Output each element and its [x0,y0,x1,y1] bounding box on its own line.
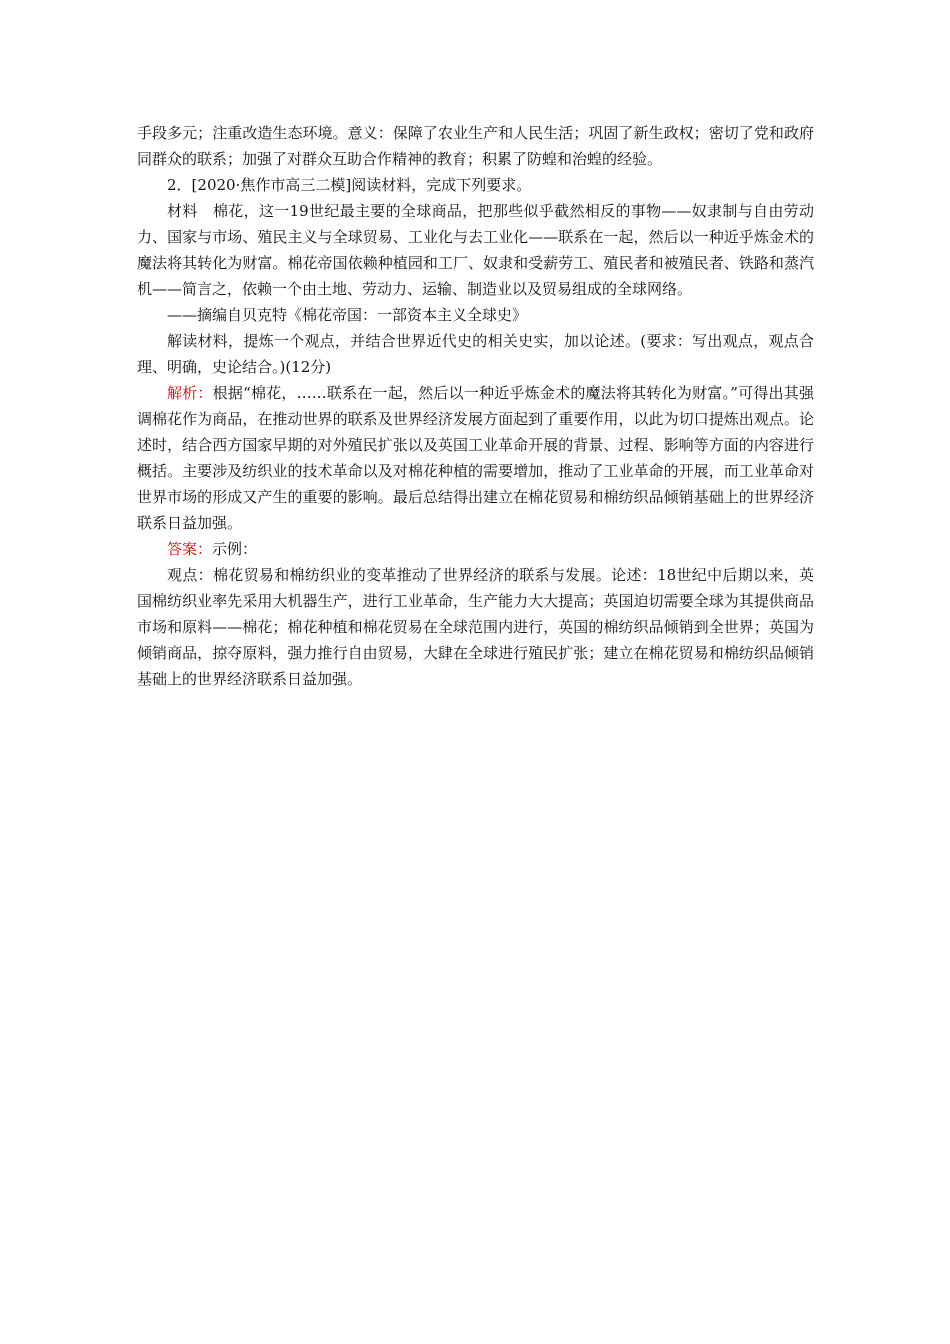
material-text: 棉花，这一19世纪最主要的全球商品，把那些似乎截然相反的事物——奴隶制与自由劳动力、国家与市场、殖民主义与全球贸易、工业化与去工业化——联系在一起，然后以一种近乎炼金术的魔法将其转化为财富。棉花帝国依赖种植园和工厂、奴隶和受薪劳工、殖民者和被殖民者、铁路和蒸汽机——简言之，依赖一个由土地、劳动力、运输、制造业以及贸易组成的全球网络。 [137,202,814,298]
material-label: 材料 [167,202,198,220]
material-paragraph [137,198,814,302]
analysis-label: 解析： [167,384,213,402]
material-source: ——摘编自贝克特《棉花帝国：一部资本主义全球史》 [167,306,528,324]
answer-intro: 示例： [212,540,258,558]
answer-label: 答案： [167,540,213,558]
analysis-paragraph [137,380,814,536]
analysis-text: 根据“棉花，……联系在一起，然后以一种近乎炼金术的魔法将其转化为财富。”可得出其强调棉花作为商品，在推动世界的联系及世界经济发展方面起到了重要作用，以此为切口提炼出观点。论述时，结合西方国家早期的对外殖民扩张以及英国工业革命开展的背景、过程、影响等方面的内容进行概括。主要涉及纺织业的技术革命以及对棉花种植的需要增加，推动了工业革命的开展，而工业革命对世界市场的形成又产生的重要的影响。最后总结得出建立在棉花贸易和棉纺织品倾销基础上的世界经济联系日益加强。 [137,384,814,532]
answer-body: 观点：棉花贸易和棉纺织业的变革推动了世界经济的联系与发展。论述：18世纪中后期以来，英国棉纺织业率先采用大机器生产，进行工业革命，生产能力大大提高；英国迫切需要全球为其提供商品市场和原料——棉花；棉花种植和棉花贸易在全球范围内进行，英国的棉纺织品倾销到全世界；英国为倾销商品，掠夺原料，强力推行自由贸易，大肆在全球进行殖民扩张；建立在棉花贸易和棉纺织品倾销基础上的世界经济联系日益加强。 [137,566,814,688]
question-instruction: 解读材料，提炼一个观点，并结合世界近代史的相关史实，加以论述。(要求：写出观点，观点合理、明确，史论结合。)(12分) [137,332,814,376]
question-header: 2．[2020·焦作市高三二模]阅读材料，完成下列要求。 [167,176,532,194]
answer-paragraph [137,536,814,562]
document-page [137,120,814,692]
previous-answer-continuation: 手段多元；注重改造生态环境。意义：保障了农业生产和人民生活；巩固了新生政权；密切了党和政府同群众的联系；加强了对群众互助合作精神的教育；积累了防蝗和治蝗的经验。 [137,124,814,168]
